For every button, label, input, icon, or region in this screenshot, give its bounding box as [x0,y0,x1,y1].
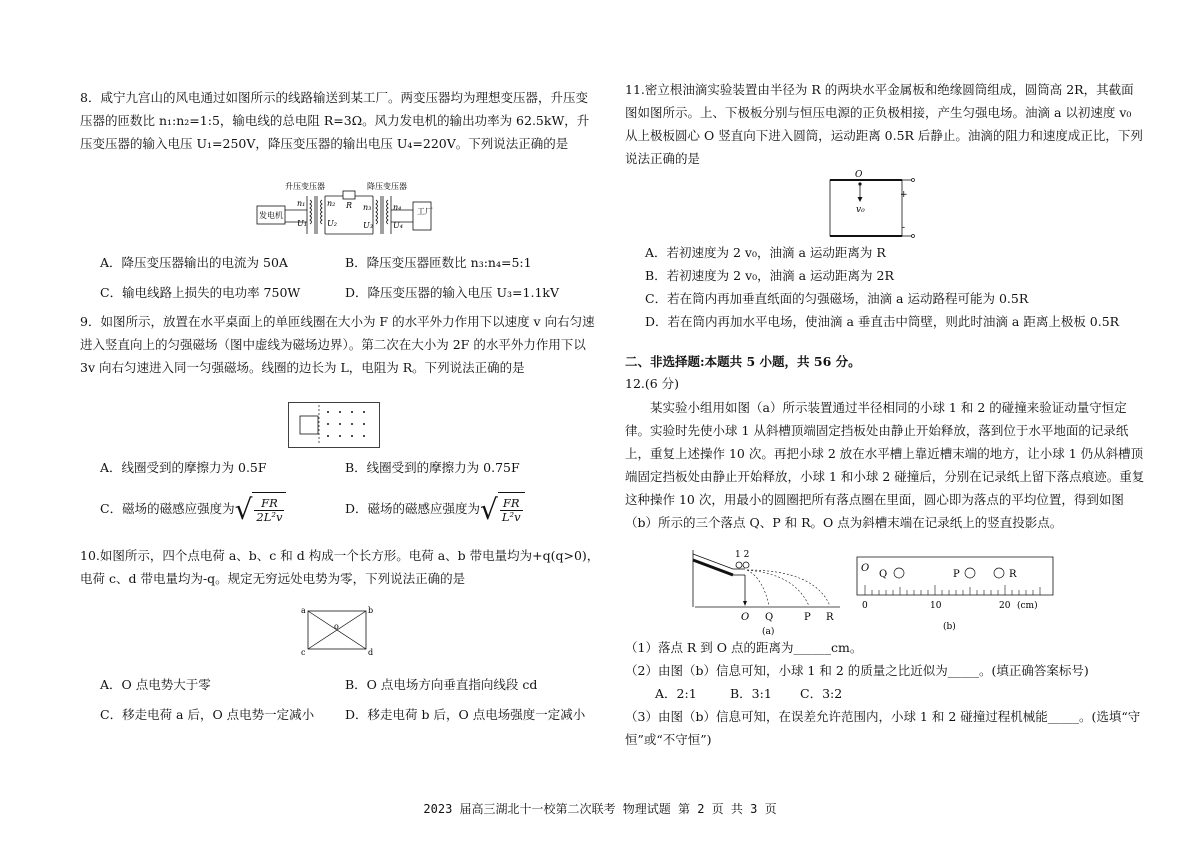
q8-option-a: A．降压变压器输出的电流为 50A [100,255,288,270]
q11-cylinder-diagram [820,170,920,242]
q11-option-d: D．若在筒内再加水平电场，使油滴 a 垂直击中筒壁，则此时油滴 a 距离上极板 0.5R [645,314,1120,329]
q12-body: 某实验小组用如图（a）所示装置通过半径相同的小球 1 和 2 的碰撞来验证动量守恒定律。实验时先使小球 1 从斜槽顶端固定挡板处由静止开始释放，落到位于水平地面的记录纸上，重复上述操作 10 次。再把小球 2 放在水平槽上靠近槽末端的地方，让小球 1 仍从斜槽顶端固定挡板处由静止开始释放，小球 1 和小球 2 碰撞后，分别在记录纸上留下落点痕迹。重复这种操作 10 次，用最小的圆圈把所有落点圈在里面，圆心即为落点的平均位置，得到如图（b）所示的三个落点 Q、P 和 R。O 点为斜槽末端在记录纸上的竖直投影点。 [625,400,1145,530]
q12-heading: 12.(6 分) [625,376,680,391]
q12-fig-a-apparatus [685,530,845,637]
fig-a-o-label: O [741,612,750,623]
r-label: R [346,201,353,210]
fig-a-q-label: Q [765,612,774,623]
q12-sub3: （3）由图（b）信息可知，在误差允许范围内，小球 1 和 2 碰撞过程机械能_____。(选填“守恒”或“不守恒”) [625,709,1141,747]
q10-option-c: C．移走电荷 a 后，O 点电势一定减小 [100,707,315,722]
q11-option-c: C．若在筒内再加垂直纸面的匀强磁场，油滴 a 运动路程可能为 0.5R [645,291,1029,306]
page-footer: 2023 届高三湖北十一校第二次联考 物理试题 第 2 页 共 3 页 [423,802,777,816]
q8-circuit-diagram [255,180,435,240]
charge-a-label: a [301,606,306,615]
q12-fig-b-record-paper [855,555,1055,635]
q11-option-b: B．若初速度为 2 v₀，油滴 a 运动距离为 2R [645,268,894,283]
fig-b-o-label: O [861,563,870,574]
q10-rectangle-charges-diagram [300,605,375,657]
fig-a-p-label: P [804,612,811,623]
q12-sub1: （1）落点 R 到 O 点的距离为______cm。 [625,640,863,655]
q12-sub2: （2）由图（b）信息可知，小球 1 和 2 的质量之比近似为_____。(填正确答案标号) [625,663,1089,678]
fig-b-q-label: Q [879,569,888,580]
plus-label: + [900,190,908,200]
u1-label: U₁ [297,219,307,228]
ruler-tick-10: 10 [930,601,942,611]
step-up-label: 升压变压器 [285,182,325,191]
n3-label: n₃ [363,203,372,212]
fig-a-r-label: R [826,612,834,623]
u2-label: U₂ [327,219,337,228]
fig-b-r-label: R [1009,569,1017,580]
q9-stem: 9．如图所示，放置在水平桌面上的单匝线圈在大小为 F 的水平外力作用下以速度 v 向右匀速进入竖直向上的匀强磁场（图中虚线为磁场边界）。第二次在大小为 2F 的水平外力作用下以 3v 向右匀速进入同一匀强磁场。线圈的边长为 L，电阻为 R。下列说法正确的是 [80,314,595,375]
minus-label: - [902,223,906,233]
q9-option-d: D．磁场的磁感应强度为√ $\frac{FR}{\text{L²v}}$ [345,492,525,527]
q8-option-c: C．输电线路上损失的电功率 750W [100,285,301,300]
q10-option-a: A．O 点电势大于零 [100,677,211,692]
q9-coil-field-diagram [288,402,380,448]
q12-sub2-option-c: C．3:2 [800,686,843,701]
balls-label: 1 2 [735,550,750,560]
generator-label: 发电机 [259,211,283,220]
u3-label: U₃ [363,221,373,230]
q8-stem: 8．咸宁九宫山的风电通过如图所示的线路输送到某工厂。两变压器均为理想变压器，升压变压器的匝数比 n₁:n₂=1:5，输电线的总电阻 R=3Ω。风力发电机的输出功率为 62.5kW，升压变压器的输入电压 U₁=250V，降压变压器的输出电压 U₄=220V。下列说法正确的是 [80,90,590,151]
charge-d-label: d [368,648,374,657]
n1-label: n₁ [297,199,306,208]
q11-stem: 11.密立根油滴实验装置由半径为 R 的两块水平金属板和绝缘圆筒组成，圆筒高 2R，其截面图如图所示。上、下极板分别与恒压电源的正负极相接，产生匀强电场。油滴 a 以初速度 v₀ 从上极板圆心 O 竖直向下进入圆筒，运动距离 0.5R 后静止。油滴的阻力和速度成正比，下列说法正确的是 [625,82,1143,166]
q11-option-a: A．若初速度为 2 v₀，油滴 a 运动距离为 R [645,245,886,260]
v0-label: v₀ [856,205,865,215]
q12-sub2-option-b: B．3:1 [730,686,772,701]
q8-option-d: D．降压变压器的输入电压 U₃=1.1kV [345,285,559,300]
charge-c-label: c [301,648,306,657]
q8-option-b: B．降压变压器匝数比 n₃:n₄=5:1 [345,255,532,270]
ruler-unit: (cm) [1017,601,1038,611]
section-2-heading: 二、非选择题:本题共 5 小题，共 56 分。 [625,354,861,369]
q10-stem: 10.如图所示，四个点电荷 a、b、c 和 d 构成一个长方形。电荷 a、b 带电量均为+q(q>0)，电荷 c、d 带电量均为-q。规定无穷远处电势为零，下列说法正确的是 [80,548,600,586]
n4-label: n₄ [393,203,402,212]
ruler-tick-0: 0 [862,601,868,611]
q12-sub2-option-a: A．2:1 [655,686,697,701]
q9-option-c: C．磁场的磁感应强度为√ $\frac{FR}{\text{2L²v}}$ [100,492,286,527]
fig-b-p-label: P [953,569,960,580]
point-o-label: O [855,170,863,180]
factory-label: 工厂 [417,207,433,216]
ruler-tick-20: 20 [999,601,1011,611]
n2-label: n₂ [327,199,336,208]
fig-a-caption: (a) [762,627,775,637]
q10-option-d: D．移走电荷 b 后，O 点电场强度一定减小 [345,707,586,722]
u4-label: U₄ [393,221,403,230]
q10-option-b: B．O 点电场方向垂直指向线段 cd [345,677,538,692]
charge-b-label: b [368,606,374,615]
point-o-label: o [334,622,339,631]
step-down-label: 降压变压器 [367,182,407,191]
fig-b-caption: (b) [943,622,956,632]
q9-option-b: B．线圈受到的摩擦力为 0.75F [345,460,520,475]
q9-option-a: A．线圈受到的摩擦力为 0.5F [100,460,267,475]
